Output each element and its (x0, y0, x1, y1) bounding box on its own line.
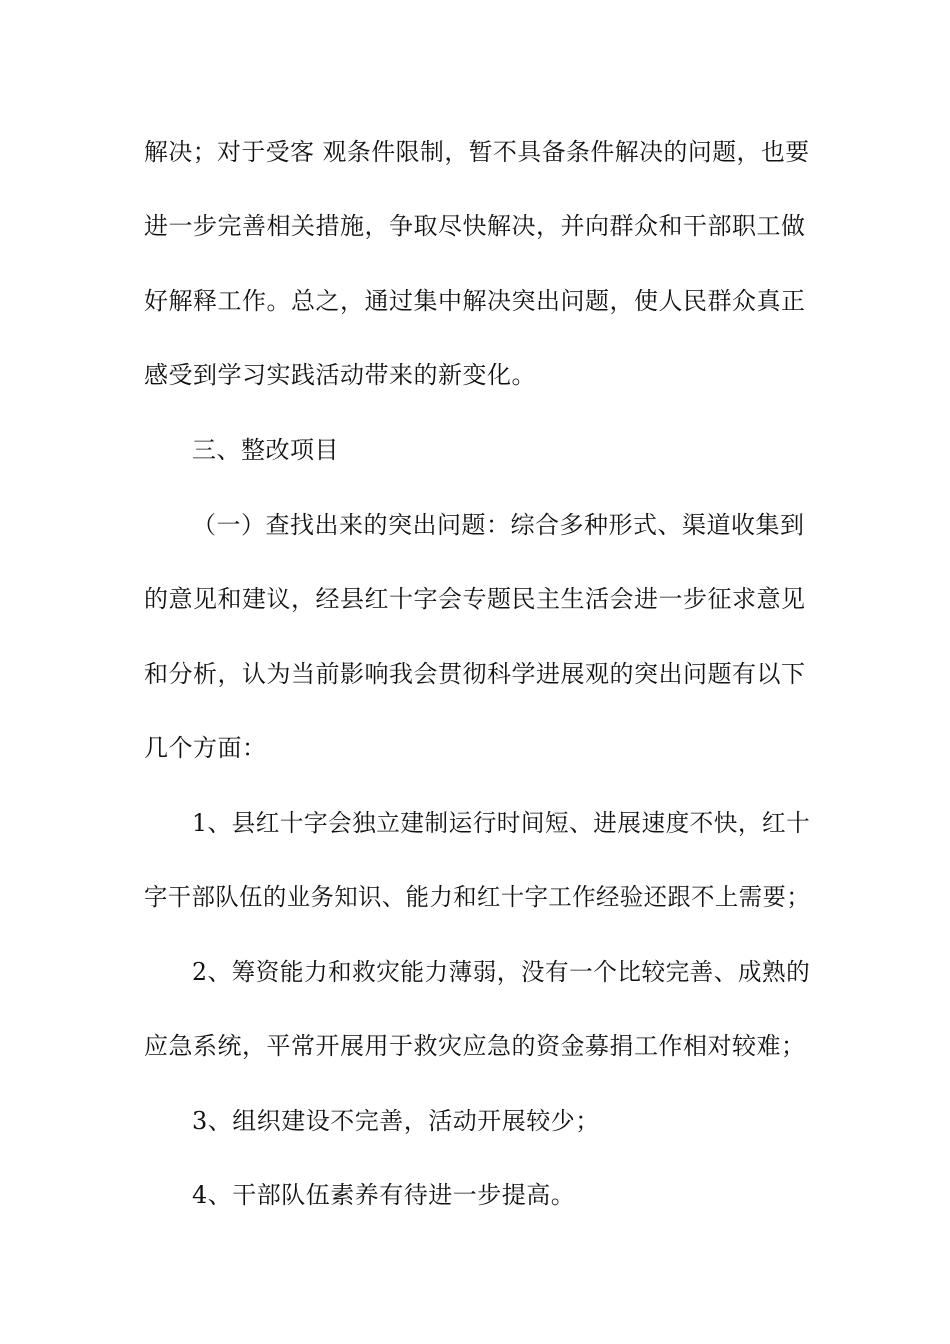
paragraph-line: 的意见和建议，经县红十字会专题民主生活会进一步征求意见 (144, 585, 806, 613)
list-item: 4、干部队伍素养有待进一步提高。 (192, 1181, 576, 1209)
list-item-continuation: 应急系统，平常开展用于救灾应急的资金募捐工作相对较难； (144, 1032, 806, 1060)
list-item: 2、筹资能力和救灾能力薄弱，没有一个比较完善、成熟的 (192, 958, 811, 986)
paragraph-line: 感受到学习实践活动带来的新变化。 (144, 361, 536, 389)
paragraph-line: （一）查找出来的突出问题：综合多种形式、渠道收集到 (192, 511, 805, 539)
paragraph-line: 进一步完善相关措施，争取尽快解决，并向群众和干部职工做 (144, 212, 806, 240)
list-item: 3、组织建设不完善，活动开展较少； (192, 1107, 600, 1135)
paragraph-line: 解决；对于受客 观条件限制，暂不具备条件解决的问题，也要 (144, 138, 810, 166)
section-heading: 三、整改项目 (192, 436, 339, 464)
paragraph-line: 几个方面： (144, 734, 267, 762)
list-item: 1、县红十字会独立建制运行时间短、进展速度不快，红十 (192, 809, 811, 837)
list-item-continuation: 字干部队伍的业务知识、能力和红十字工作经验还跟不上需要； (144, 883, 811, 911)
paragraph-line: 和分析，认为当前影响我会贯彻科学进展观的突出问题有以下 (144, 660, 806, 688)
paragraph-line: 好解释工作。总之，通过集中解决突出问题，使人民群众真正 (144, 287, 806, 315)
